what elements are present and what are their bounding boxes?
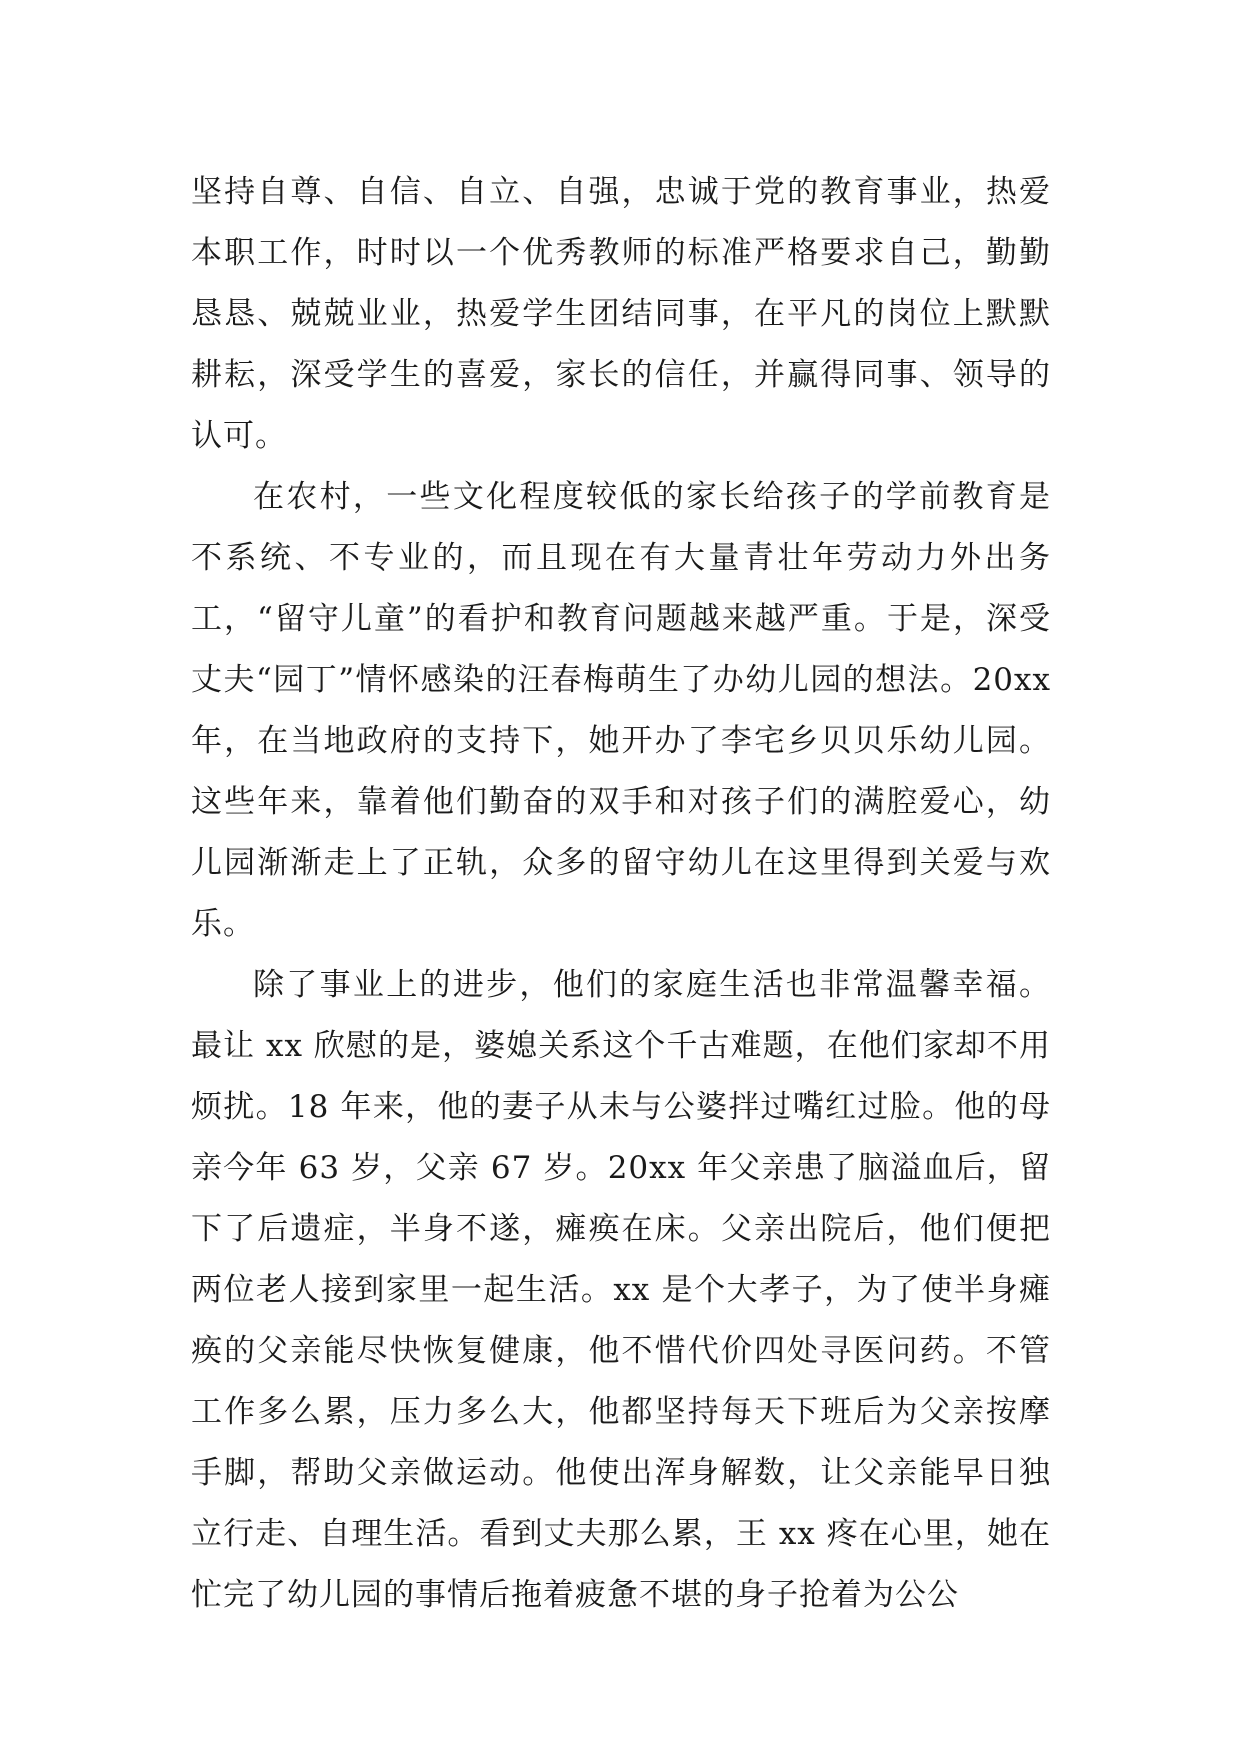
paragraph-3: 除了事业上的进步，他们的家庭生活也非常温馨幸福。最让 xx 欣慰的是，婆媳关系这个千古难题，在他们家却不用烦扰。18 年来，他的妻子从未与公婆拌过嘴红过脸。他的母亲今年 63 岁，父亲 67 岁。20xx 年父亲患了脑溢血后，留下了后遗症，半身不遂，瘫痪在床。父亲出院后，他们便把两位老人接到家里一起生活。xx 是个大孝子，为了使半身瘫痪的父亲能尽快恢复健康，他不惜代价四处寻医问药。不管工作多么累，压力多么大，他都坚持每天下班后为父亲按摩手脚，帮助父亲做运动。他使出浑身解数，让父亲能早日独立行走、自理生活。看到丈夫那么累，王 xx 疼在心里，她在忙完了幼儿园的事情后拖着疲惫不堪的身子抢着为公公 xyxy=(191,967,1051,1613)
paragraph-1: 坚持自尊、自信、自立、自强，忠诚于党的教育事业，热爱本职工作，时时以一个优秀教师的标准严格要求自己，勤勤恳恳、兢兢业业，热爱学生团结同事，在平凡的岗位上默默耕耘，深受学生的喜爱，家长的信任，并赢得同事、领导的认可。 xyxy=(191,174,1051,454)
paragraph-2: 在农村，一些文化程度较低的家长给孩子的学前教育是不系统、不专业的，而且现在有大量青壮年劳动力外出务工，“留守儿童”的看护和教育问题越来越严重。于是，深受丈夫“园丁”情怀感染的汪春梅萌生了办幼儿园的想法。20xx年，在当地政府的支持下，她开办了李宅乡贝贝乐幼儿园。这些年来，靠着他们勤奋的双手和对孩子们的满腔爱心，幼儿园渐渐走上了正轨，众多的留守幼儿在这里得到关爱与欢乐。 xyxy=(191,479,1051,942)
document-body xyxy=(191,162,1051,1626)
